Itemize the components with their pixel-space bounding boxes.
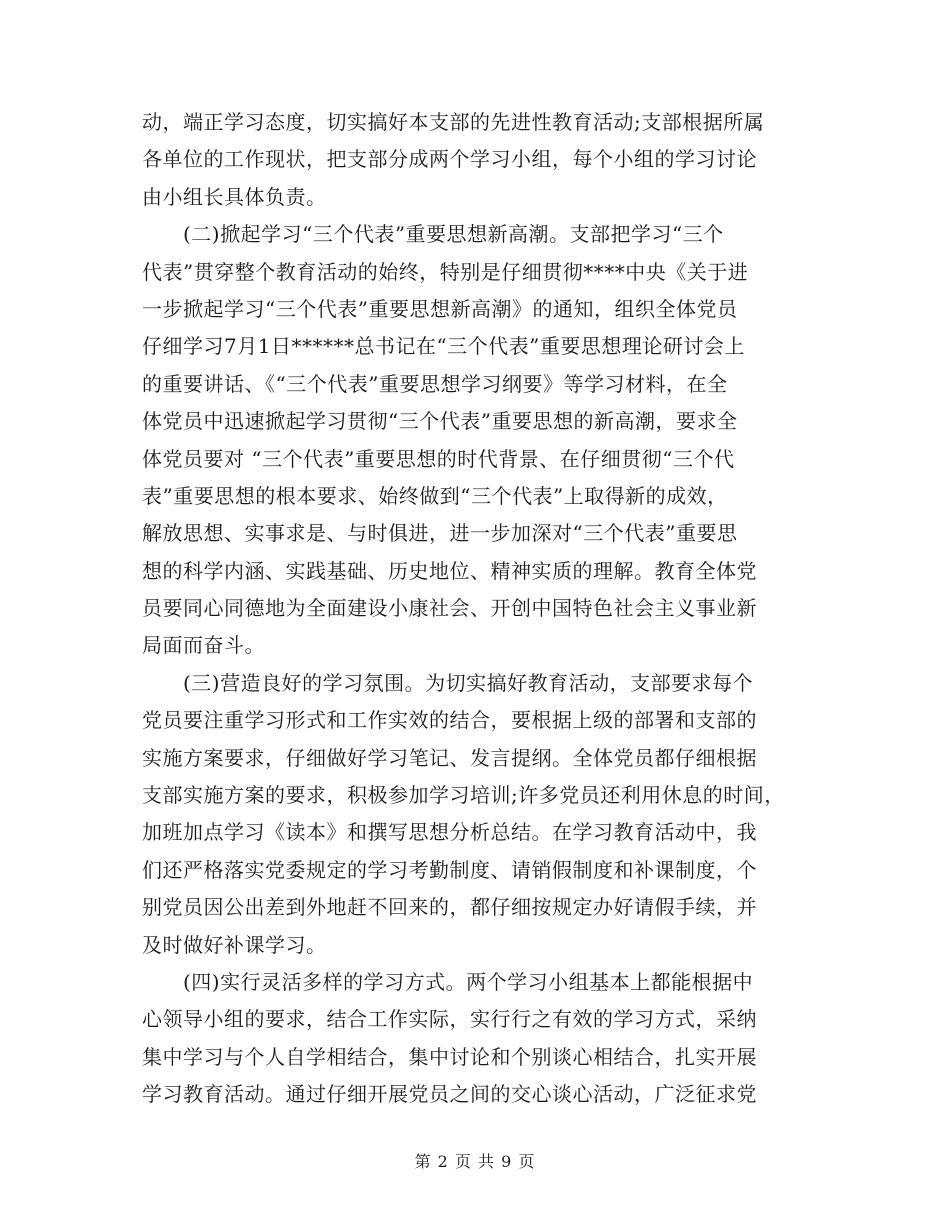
text-line: 由小组长具体负责。 [142, 184, 327, 209]
text-line: 加班加点学习《读本》和撰写思想分析总结。在学习教育活动中，我 [142, 820, 757, 845]
text-line: 学习教育活动。通过仔细开展党员之间的交心谈心活动，广泛征求党 [142, 1082, 757, 1107]
text-line: 及时做好补课学习。 [142, 932, 327, 957]
document-body [142, 104, 832, 1114]
text-line: 集中学习与个人自学相结合，集中讨论和个别谈心相结合，扎实开展 [142, 1044, 757, 1069]
text-line: 动，端正学习态度，切实搞好本支部的先进性教育活动;支部根据所属 [142, 110, 765, 134]
text-line: 解放思想、实事求是、与时俱进，进一步加深对“三个代表”重要思 [142, 521, 738, 546]
text-line: 们还严格落实党委规定的学习考勤制度、请销假制度和补课制度，个 [142, 857, 757, 882]
text-line: 别党员因公出差到外地赶不回来的，都仔细按规定办好请假手续，并 [142, 895, 757, 920]
text-line: 一步掀起学习“三个代表”重要思想新高潮》的通知，组织全体党员 [142, 296, 738, 321]
paragraph-section-2 [142, 216, 832, 665]
text-line: 体党员要对 “三个代表”重要思想的时代背景、在仔细贯彻“三个代 [142, 446, 735, 471]
text-line: 实施方案要求，仔细做好学习笔记、发言提纲。全体党员都仔细根据 [142, 745, 757, 770]
text-line: 表”重要思想的根本要求、始终做到“三个代表”上取得新的成效， [142, 483, 728, 508]
text-line: 想的科学内涵、实践基础、历史地位、精神实质的理解。教育全体党 [142, 558, 757, 583]
text-line: 心领导小组的要求，结合工作实际，实行行之有效的学习方式，采纳 [142, 1007, 757, 1032]
text-line: (二)掀起学习“三个代表”重要思想新高潮。支部把学习“三个 [142, 222, 724, 247]
text-line: 局面而奋斗。 [142, 633, 265, 658]
text-line: 员要同心同德地为全面建设小康社会、开创中国特色社会主义事业新 [142, 596, 757, 621]
text-line: 仔细学习7月1日******总书记在“三个代表”重要思想理论研讨会上 [142, 334, 745, 359]
text-line: (三)营造良好的学习氛围。为切实搞好教育活动，支部要求每个 [142, 670, 754, 695]
text-line: 的重要讲话、《“三个代表”重要思想学习纲要》等学习材料，在全 [142, 371, 728, 396]
paragraph-section-3 [142, 665, 832, 964]
paragraph-section-4 [142, 964, 832, 1114]
text-line: 代表”贯穿整个教育活动的始终，特别是仔细贯彻****中央《关于进 [142, 259, 749, 284]
text-line: 支部实施方案的要求，积极参加学习培训;许多党员还利用休息的时间， [142, 783, 785, 808]
text-line: 各单位的工作现状，把支部分成两个学习小组，每个小组的学习讨论 [142, 147, 757, 172]
text-line: (四)实行灵活多样的学习方式。两个学习小组基本上都能根据中 [142, 969, 754, 994]
page-number-footer: 第 2 页 共 9 页 [414, 1152, 536, 1171]
paragraph-continued [142, 104, 832, 216]
text-line: 党员要注重学习形式和工作实效的结合，要根据上级的部署和支部的 [142, 708, 757, 733]
text-line: 体党员中迅速掀起学习贯彻“三个代表”重要思想的新高潮，要求全 [142, 409, 738, 434]
